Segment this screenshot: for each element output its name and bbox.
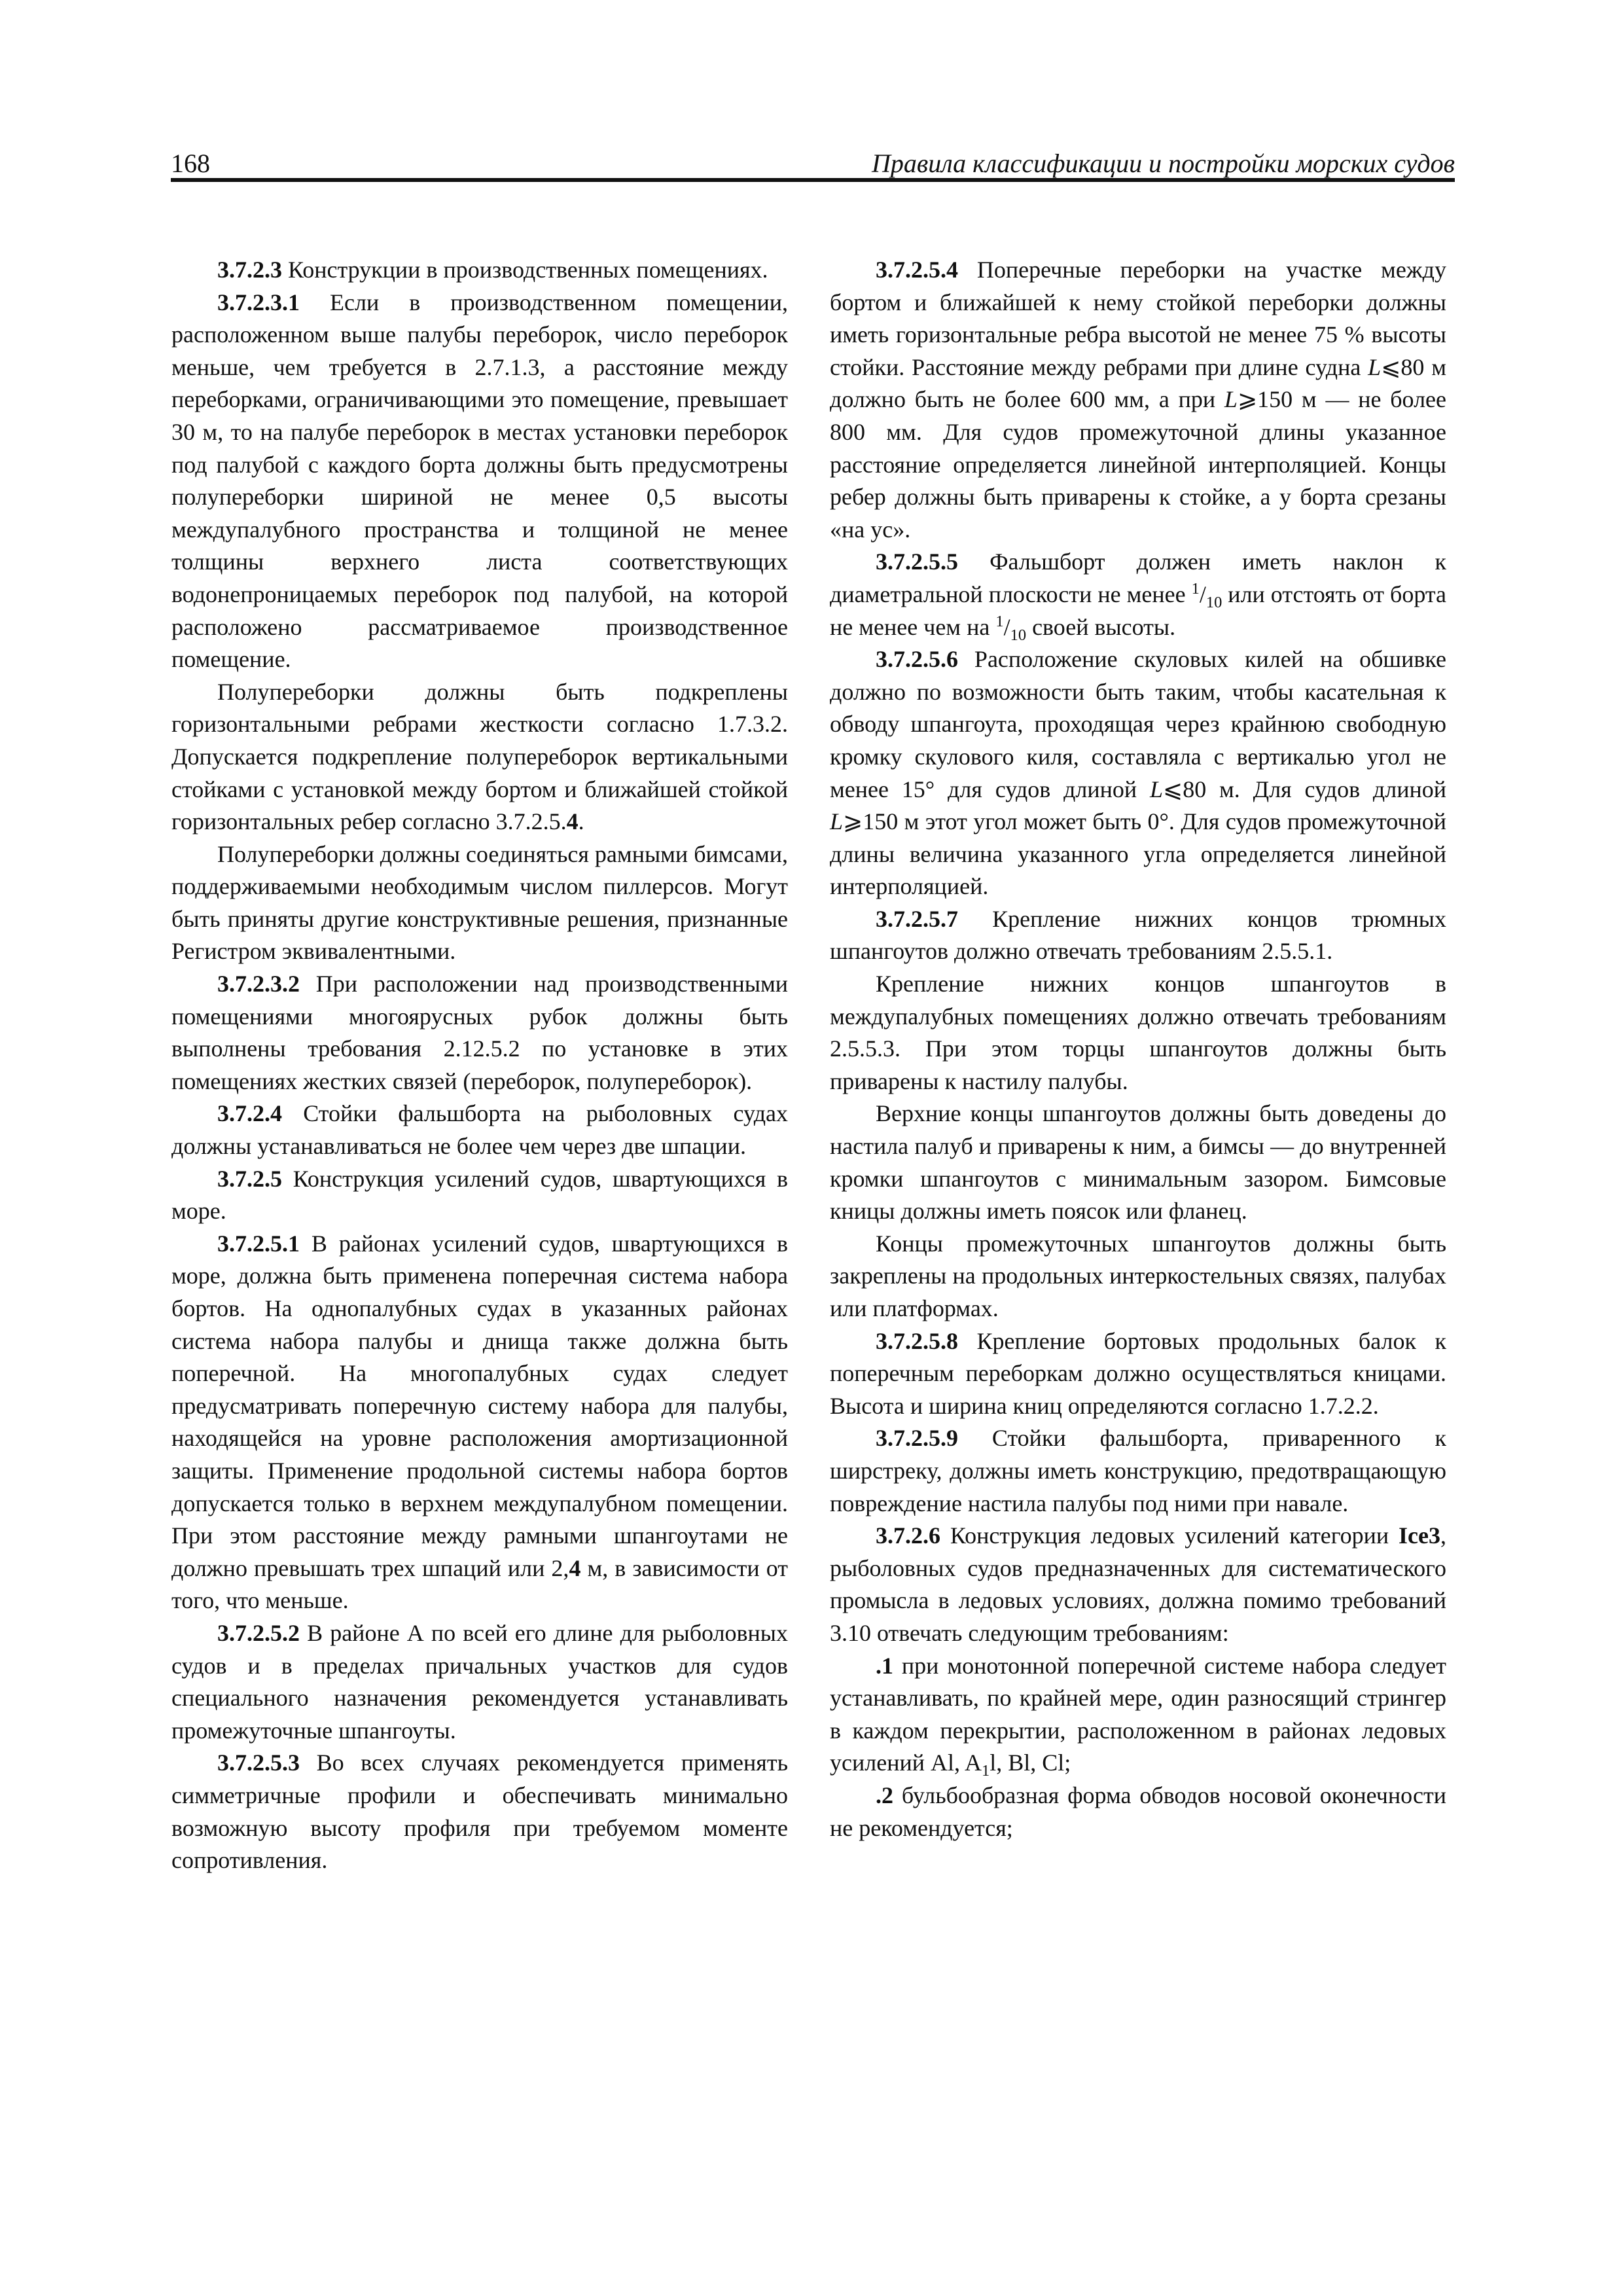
paragraph	[830, 1098, 1446, 1227]
paragraph	[830, 1325, 1446, 1423]
variable-L: L	[1150, 776, 1164, 802]
paragraph-text: или отстоять от борта не менее чем на	[830, 581, 1446, 640]
paragraph-text: Расположение скуловых килей на обшивке должно по возможности быть таким, чтобы касательная к обводу шпангоута, проходящая через крайнюю свободную кромку скулового киля, составляла с вертикалью угол не менее 15° для судов длиной	[830, 646, 1446, 802]
paragraph-text: Стойки фальшборта на рыболовных судах должны устанавливаться не более чем через две шпации.	[171, 1100, 788, 1160]
clause-number: 3.7.2.3.2	[217, 971, 300, 997]
paragraph-text: Если в производственном помещении, расположенном выше палубы переборок, число переборок меньше, чем требуется в 2.7.1.3, а расстояние между переборками, ограничивающими это помещение, превышает 30 м, то на палубе переборок в местах установки переборок под палубой с каждого борта должны быть предусмотрены полупереборки шириной не менее 0,5 высоты междупалубного пространства и толщиной не менее толщины верхнего листа соответствующих водонепроницаемых переборок под палубой, на которой расположено рассматриваемое производственное помещение.	[171, 289, 788, 673]
paragraph-text-tail: м, в зависимости от того, что меньше.	[171, 1554, 788, 1614]
paragraph	[171, 676, 788, 838]
paragraph	[830, 1780, 1446, 1844]
paragraph	[830, 1422, 1446, 1520]
paragraph	[830, 643, 1446, 903]
paragraph-text: Фальшборт должен иметь наклон к диаметральной плоскости не менее	[830, 548, 1446, 607]
clause-number: 3.7.2.5.1	[217, 1230, 300, 1257]
clause-number: 3.7.2.4	[217, 1100, 282, 1127]
fraction-denominator: 10	[1205, 594, 1222, 612]
fraction-numerator: 1	[1191, 579, 1200, 598]
list-item-number: .1	[876, 1652, 893, 1679]
paragraph: 3.7.2.5.5 Фальшборт должен иметь наклон к диаметральной плоскости не менее $^1/_{10}$ или отстоять от борта не менее чем на $^1/_{10}$ своей высоты.	[830, 548, 1446, 644]
paragraph-text: Конструкция усилений судов, швартующихся в море.	[171, 1165, 788, 1225]
variable-L: L	[1224, 386, 1238, 413]
bold-fragment: 4	[569, 1554, 581, 1581]
paragraph-text: ⩽80 м. Для судов длиной	[1163, 776, 1446, 802]
paragraph	[171, 254, 788, 287]
clause-number: 3.7.2.6	[876, 1522, 940, 1549]
left-column	[171, 254, 788, 1877]
clause-number: 3.7.2.5.2	[217, 1619, 300, 1646]
clause-number: 3.7.2.5.9	[876, 1425, 958, 1452]
fraction-numerator: 1	[995, 612, 1004, 630]
bold-fragment: 4	[566, 808, 579, 835]
paragraph-text: В районе А по всей его длине для рыболовных судов и в пределах причальных участков для судов специального назначения рекомендуется устанавливать промежуточные шпангоуты.	[171, 1619, 788, 1744]
paragraph	[171, 968, 788, 1098]
paragraph-text: Поперечные переборки на участке между бортом и ближайшей к нему стойкой переборки должны иметь горизонтальные ребра высотой не менее 75 % высоты стойки. Расстояние между ребрами при длине судна	[830, 257, 1446, 380]
clause-number: 3.7.2.5	[217, 1165, 282, 1192]
list-item-number: .2	[876, 1782, 893, 1808]
clause-number: 3.7.2.5.8	[876, 1327, 958, 1354]
page-header	[171, 145, 1455, 182]
paragraph-text: бульбообразная форма обводов носовой оконечности не рекомендуется;	[830, 1782, 1446, 1841]
subscript: 1	[982, 1762, 990, 1780]
clause-number: 3.7.2.3.1	[217, 289, 300, 315]
paragraph-text-tail: .	[578, 808, 584, 835]
paragraph	[830, 1520, 1446, 1649]
variable-L: L	[830, 808, 844, 835]
variable-L: L	[1368, 353, 1382, 380]
paragraph-text: Конструкции в производственных помещениях.	[282, 257, 768, 283]
paragraph-text: , рыболовных судов предназначенных для систематического промысла в ледовых условиях, должна помимо требований 3.10 отвечать следующим требованиям:	[830, 1522, 1446, 1646]
paragraph-text: Концы промежуточных шпангоутов должны быть закреплены на продольных интеркостельных связях, палубах или платформах.	[830, 1230, 1446, 1321]
paragraph	[830, 968, 1446, 1098]
paragraph	[171, 1617, 788, 1747]
paragraph	[171, 838, 788, 968]
paragraph	[171, 1163, 788, 1228]
paragraph-text: Крепление нижних концов трюмных шпангоутов должно отвечать требованиям 2.5.5.1.	[830, 905, 1446, 965]
clause-number: 3.7.2.5.6	[876, 646, 958, 673]
paragraph	[830, 903, 1446, 968]
paragraph-text: Крепление бортовых продольных балок к поперечным переборкам должно осуществляться кницами. Высота и ширина книц определяются согласно 1.7.2.2.	[830, 1327, 1446, 1419]
running-title: Правила классификации и постройки морских судов	[871, 149, 1455, 178]
clause-number: 3.7.2.5.7	[876, 905, 958, 932]
paragraph-text: Во всех случаях рекомендуется применять симметричные профили и обеспечивать минимально возможную высоту профиля при требуемом моменте сопротивления.	[171, 1749, 788, 1874]
paragraph-text: Стойки фальшборта, приваренного к ширстреку, должны иметь конструкцию, предотвращающую повреждение настила палубы под ними при навале.	[830, 1425, 1446, 1516]
paragraph	[830, 254, 1446, 546]
paragraph-text: своей высоты.	[1026, 613, 1176, 640]
paragraph-text: l, Bl, Cl;	[990, 1749, 1071, 1776]
paragraph	[171, 1098, 788, 1162]
paragraph-text: Полупереборки должны соединяться рамными бимсами, поддерживаемыми необходимым числом пиллерсов. Могут быть приняты другие конструктивные решения, признанные Регистром эквивалентными.	[171, 840, 788, 965]
clause-number: 3.7.2.5.3	[217, 1749, 300, 1776]
paragraph	[171, 1747, 788, 1876]
paragraph	[830, 1650, 1446, 1780]
paragraph-text: В районах усилений судов, швартующихся в море, должна быть применена поперечная система набора бортов. На однопалубных судах в указанных районах система набора палубы и днища также должна быть поперечной. На многопалубных судах следует предусматривать поперечную систему набора для палубы, находящейся на уровне расположения амортизационной защиты. Применение продольной системы набора бортов допускается только в верхнем междупалубном помещении. При этом расстояние между рамными шпангоутами не должно превышать трех шпаций или 2,	[171, 1230, 788, 1581]
header-rule	[171, 178, 1455, 182]
paragraph-text: ⩾150 м этот угол может быть 0°. Для судов промежуточной длины величина указанного угла определяется линейной интерполяцией.	[830, 808, 1446, 900]
paragraph-text: Верхние концы шпангоутов должны быть доведены до настила палуб и приварены к ним, а бимсы — до внутренней кромки шпангоутов с минимальным зазором. Бимсовые кницы должны иметь поясок или фланец.	[830, 1100, 1446, 1225]
paragraph	[171, 1228, 788, 1617]
paragraph-text: Крепление нижних концов шпангоутов в междупалубных помещениях должно отвечать требованиям 2.5.5.3. При этом торцы шпангоутов должны быть приварены к настилу палубы.	[830, 971, 1446, 1094]
paragraph-text: При расположении над производственными помещениями многоярусных рубок должны быть выполнены требования 2.12.5.2 по установке в этих помещениях жестких связей (переборок, полупереборок).	[171, 971, 788, 1094]
paragraph-text: ⩽80 м должно быть не более 600 мм, а при	[830, 353, 1446, 413]
page-number: 168	[171, 149, 210, 178]
paragraph-text: Полупереборки должны быть подкреплены горизонтальными ребрами жесткости согласно 1.7.3.2. Допускается подкрепление полупереборок вертикальными стойками с установкой между бортом и ближайшей стойкой горизонтальных ребер согласно 3.7.2.5.	[171, 678, 788, 835]
clause-number: 3.7.2.5.5	[876, 548, 958, 575]
ice-category: Ice3	[1399, 1522, 1440, 1549]
clause-number: 3.7.2.5.4	[876, 257, 958, 283]
clause-number: 3.7.2.3	[217, 257, 282, 283]
paragraph	[171, 287, 788, 676]
fraction-denominator: 10	[1010, 626, 1027, 644]
paragraph-text: Конструкция ледовых усилений категории	[940, 1522, 1399, 1549]
paragraph-text: при монотонной поперечной системе набора следует устанавливать, по крайней мере, один разносящий стрингер в каждом перекрытии, расположенном в районах ледовых усилений Al, A	[830, 1652, 1446, 1776]
right-column	[830, 254, 1446, 1844]
paragraph-text: ⩾150 м — не более 800 мм. Для судов промежуточной длины указанное расстояние определяется линейной интерполяцией. Концы ребер должны быть приварены к стойке, а у борта срезаны «на ус».	[830, 386, 1446, 543]
paragraph	[830, 1228, 1446, 1325]
